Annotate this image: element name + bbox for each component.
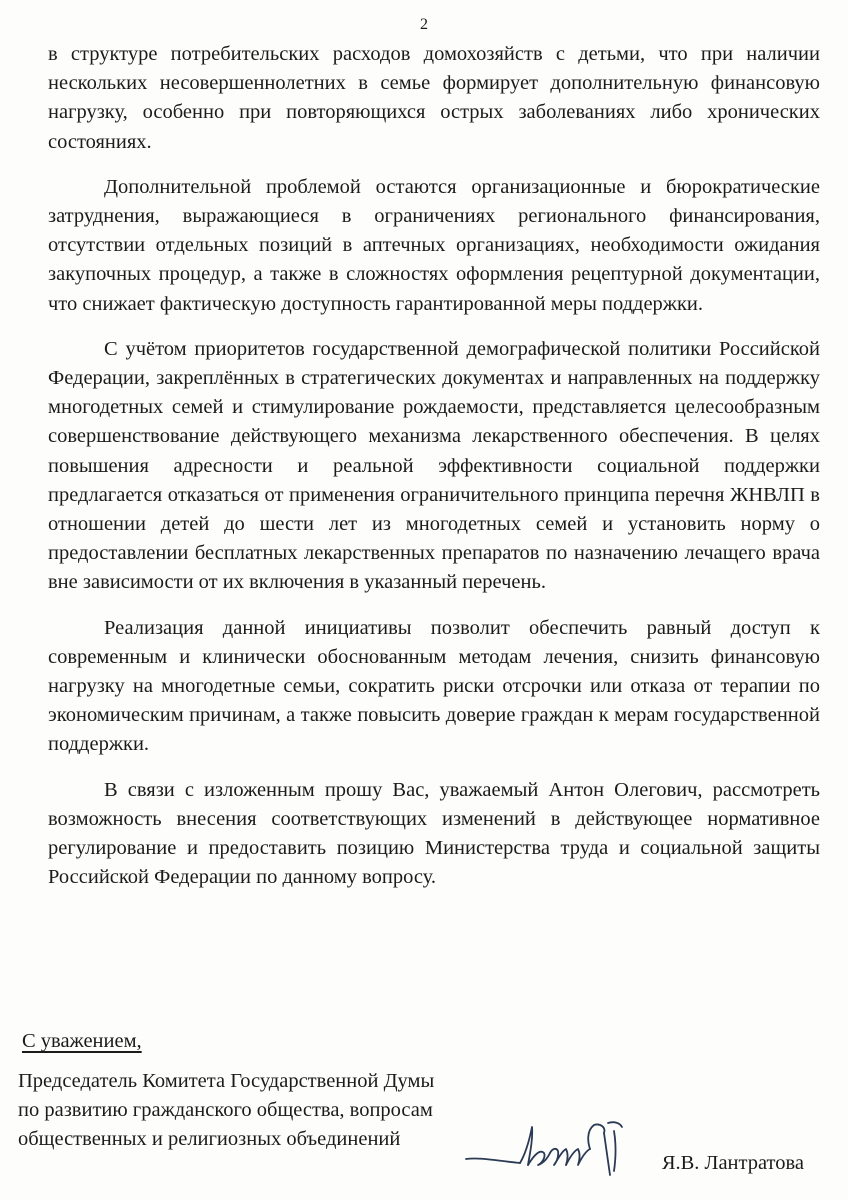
paragraph-proposal: С учётом приоритетов государственной демографической политики Российской Федерации, закреплённых в стратегических документах и направленных на поддержку многодетных семей и стимулирование рождаемости, представляется целесообразным совершенствование действующего механизма лекарственного обеспечения. В целях повышения адресности и реальной эффективности социальной поддержки предлагается отказаться от применения ограничительного принципа перечня ЖНВЛП в отношении детей до шести лет из многодетных семей и установить норму о предоставлении бесплатных лекарственных препаратов по назначению лечащего врача вне зависимости от их включения в указанный перечень. bbox=[48, 337, 820, 594]
signature-block bbox=[18, 1067, 828, 1187]
paragraph-benefits: Реализация данной инициативы позволит обеспечить равный доступ к современным и клинически обоснованным методам лечения, снизить финансовую нагрузку на многодетные семьи, сократить риски отсрочки или отказа от терапии по экономическим причинам, а также повысить доверие граждан к мерам государственной поддержки. bbox=[48, 616, 820, 756]
signatory-position bbox=[18, 1067, 498, 1154]
paragraph-request: В связи с изложенным прошу Вас, уважаемый Антон Олегович, рассмотреть возможность внесения соответствующих изменений в действующее нормативное регулирование и предоставить позицию Министерства труда и социальной защиты Российской Федерации по данному вопросу. bbox=[48, 778, 820, 889]
paragraph-organizational-problems: Дополнительной проблемой остаются организационные и бюрократические затруднения, выражающиеся в ограничениях регионального финансирования, отсутствии отдельных позиций в аптечных организациях, необходимости ожидания закупочных процедур, а также в сложностях оформления рецептурной документации, что снижает фактическую доступность гарантированной меры поддержки. bbox=[48, 175, 820, 315]
paragraph-continuation: в структуре потребительских расходов домохозяйств с детьми, что при наличии нескольких несовершеннолетних в семье формирует дополнительную финансовую нагрузку, особенно при повторяющихся острых заболеваниях либо хронических состояниях. bbox=[48, 43, 820, 153]
position-line-1: Председатель Комитета Государственной Думы bbox=[18, 1070, 435, 1092]
signer-name: Я.В. Лантратова bbox=[661, 1152, 804, 1174]
page-number: 2 bbox=[420, 16, 428, 33]
closing-salutation: С уважением, bbox=[22, 1030, 142, 1052]
position-line-3: общественных и религиозных объединений bbox=[18, 1128, 401, 1150]
position-line-2: по развитию гражданского общества, вопросам bbox=[18, 1099, 433, 1121]
handwritten-signature bbox=[458, 1113, 638, 1187]
letter-body bbox=[48, 40, 820, 908]
